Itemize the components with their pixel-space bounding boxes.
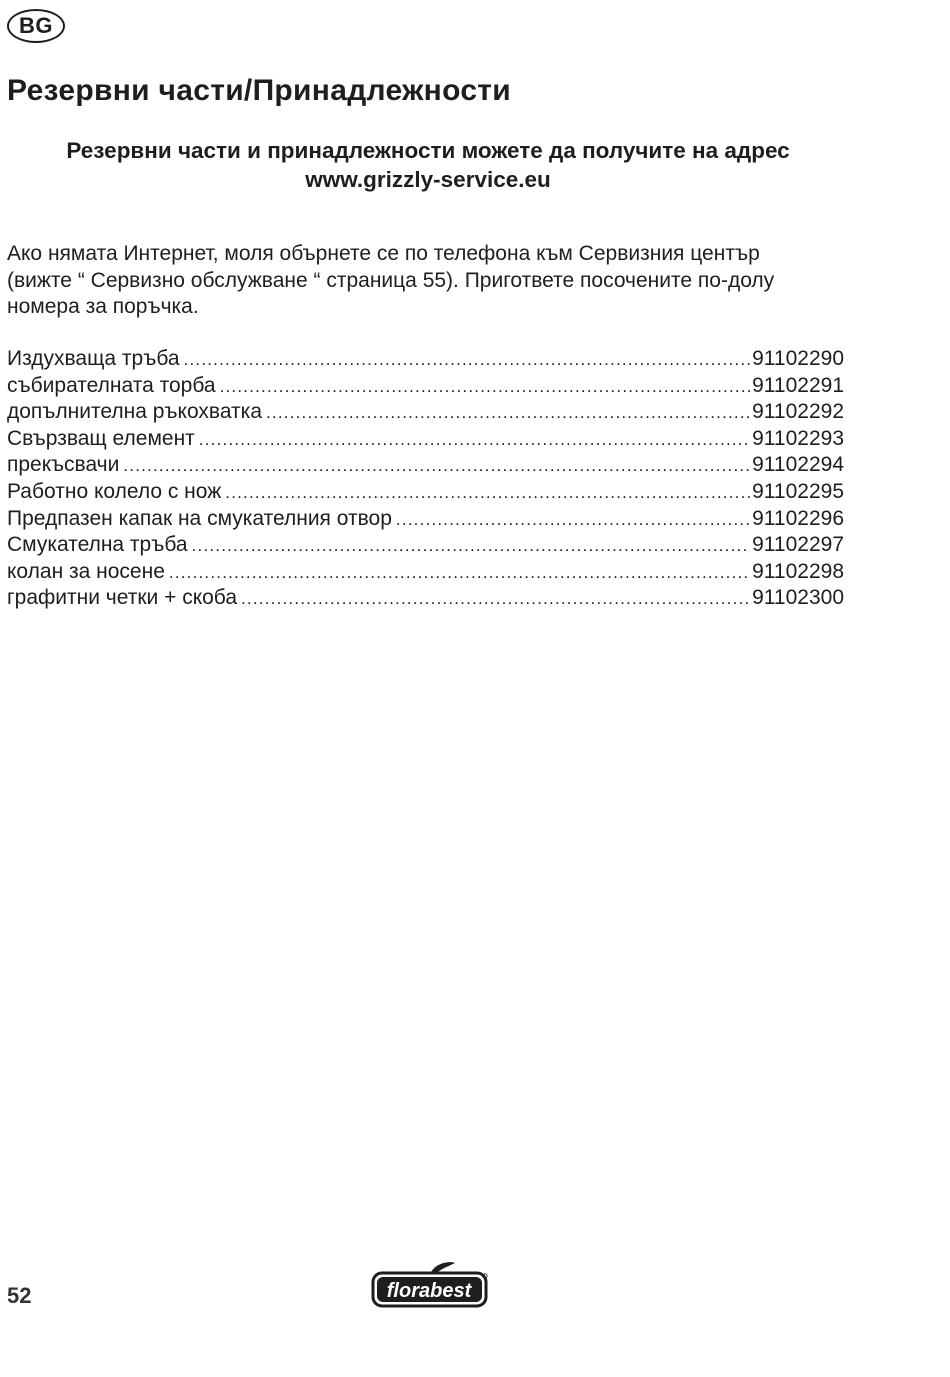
part-row [7, 426, 844, 453]
contact-paragraph [7, 241, 877, 321]
part-number: 91102290 [752, 347, 844, 370]
dot-leader [266, 400, 750, 427]
part-row [7, 559, 844, 586]
dot-leader [184, 347, 751, 374]
part-number: 91102293 [752, 426, 844, 450]
dot-leader [225, 480, 750, 507]
part-row [7, 399, 844, 426]
part-number: 91102298 [752, 559, 844, 583]
part-name: допълнителна ръкохватка [7, 400, 262, 424]
part-number: 91102292 [752, 400, 844, 424]
page-title: Резервни части/Принадлежности [7, 74, 512, 107]
language-badge [7, 9, 65, 43]
part-name: събирателната торба [7, 373, 216, 397]
part-number: 91102300 [752, 586, 844, 610]
dot-leader [220, 374, 751, 401]
part-number: 91102295 [752, 479, 844, 503]
part-number: 91102296 [752, 506, 844, 530]
florabest-logo [371, 1261, 489, 1309]
part-name: колан за носене [7, 559, 165, 583]
page-number: 52 [7, 1283, 32, 1308]
intro-line: Резервни части и принадлежности можете да получите на адрес [66, 138, 790, 163]
dot-leader [396, 507, 750, 534]
spare-parts-list [7, 346, 844, 612]
dot-leader [192, 533, 751, 560]
part-row [7, 585, 844, 612]
part-row [7, 532, 844, 559]
part-row [7, 479, 844, 506]
part-name: Издухваща тръба [7, 347, 180, 370]
service-url: www.grizzly-service.eu [305, 167, 551, 192]
part-row [7, 373, 844, 400]
part-name: Предпазен капак на смукателния отвор [7, 506, 392, 530]
dot-leader [169, 560, 750, 587]
language-code: BG [19, 13, 53, 38]
part-name: Свързващ елемент [7, 426, 195, 450]
part-name: Работно колело с нож [7, 479, 222, 503]
part-number: 91102291 [752, 373, 844, 397]
part-row [7, 452, 844, 479]
part-name: Смукателна тръба [7, 533, 188, 557]
paragraph-line: (вижте “ Сервизно обслужване “ страница 55). Пригответе посочените по-долу [7, 268, 775, 292]
part-name: прекъсвачи [7, 453, 120, 477]
part-number: 91102294 [752, 453, 844, 477]
dot-leader [199, 427, 750, 454]
part-row [7, 346, 844, 373]
paragraph-line: номера за поръчка. [7, 295, 199, 318]
part-row [7, 506, 844, 533]
part-name: графитни четки + скоба [7, 586, 238, 610]
part-number: 91102297 [752, 533, 844, 557]
paragraph-line: Ако нямата Интернет, моля обърнете се по телефона към Сервизния център [7, 242, 760, 265]
intro-block [0, 136, 856, 194]
logo-text: florabest [386, 1280, 472, 1302]
dot-leader [123, 453, 750, 480]
dot-leader [241, 586, 750, 613]
